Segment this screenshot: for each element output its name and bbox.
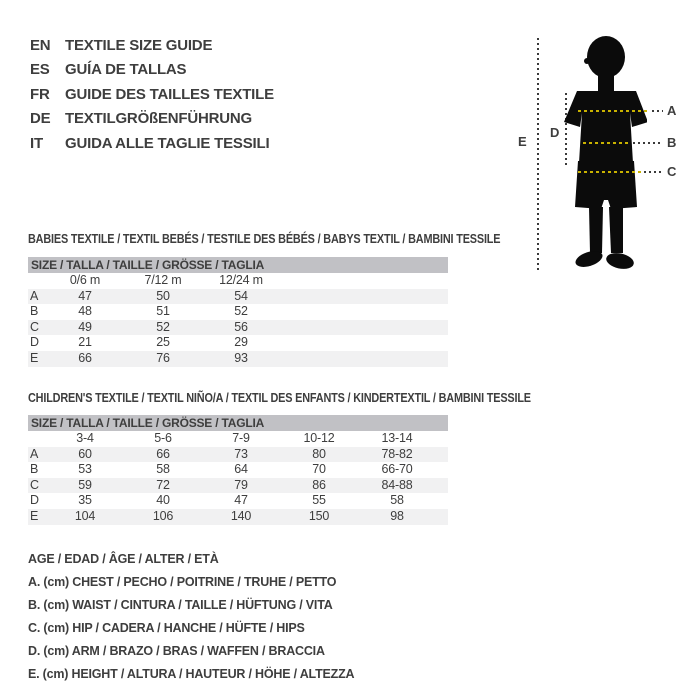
table-row-d <box>28 335 448 351</box>
table-cell: 76 <box>156 350 170 365</box>
table-cell: 93 <box>234 350 248 365</box>
babies-header-row <box>28 273 448 289</box>
table-cell: 58 <box>390 493 404 508</box>
table-cell: 84-88 <box>381 477 413 492</box>
table-cell: 98 <box>390 508 404 523</box>
table-row-e <box>28 509 448 525</box>
legend-arm-line: D. (cm) ARM / BRAZO / BRAS / WAFFEN / BRACCIA <box>28 644 325 658</box>
table-cell: 49 <box>78 319 92 334</box>
language-title-list <box>30 33 274 156</box>
table-cell: 79 <box>234 477 248 492</box>
row-label: E <box>30 508 39 523</box>
figure-label-hip: C <box>667 164 677 179</box>
language-line-fr <box>30 82 274 107</box>
figure-label-height: E <box>518 134 527 149</box>
language-line-de <box>30 107 274 132</box>
table-cell: 106 <box>152 508 174 523</box>
row-label: E <box>30 350 39 365</box>
column-header: 3-4 <box>76 431 94 445</box>
table-cell: 80 <box>312 446 326 461</box>
table-cell: 78-82 <box>381 446 413 461</box>
children-size-table <box>28 415 448 525</box>
row-label: A <box>30 446 39 461</box>
table-cell: 50 <box>156 288 170 303</box>
table-row-d <box>28 493 448 509</box>
language-code: EN <box>30 36 51 54</box>
corner-cell <box>28 431 46 447</box>
row-label: B <box>30 304 39 319</box>
table-cell: 86 <box>312 477 326 492</box>
babies-table-heading: BABIES TEXTILE / TEXTIL BEBÉS / TESTILE DES BÉBÉS / BABYS TEXTIL / BAMBINI TESSILE <box>28 232 501 246</box>
column-header: 10-12 <box>303 431 335 445</box>
table-cell: 52 <box>156 319 170 334</box>
waist-measure-line <box>583 142 631 144</box>
table-cell: 66-70 <box>381 462 413 477</box>
children-size-band: SIZE / TALLA / TAILLE / GRÖSSE / TAGLIA <box>28 415 448 431</box>
figure-label-chest: A <box>667 103 677 118</box>
table-cell: 48 <box>78 304 92 319</box>
column-header: 13-14 <box>381 431 413 445</box>
legend-waist-line: B. (cm) WAIST / CINTURA / TAILLE / HÜFTUNG / VITA <box>28 598 333 612</box>
chest-leader-line <box>652 110 663 112</box>
row-label: C <box>30 477 39 492</box>
figure-label-arm: D <box>550 125 560 140</box>
language-line-en <box>30 33 274 58</box>
column-header: 5-6 <box>154 431 172 445</box>
table-cell: 73 <box>234 446 248 461</box>
table-cell: 21 <box>78 335 92 350</box>
column-header: 0/6 m <box>69 273 101 287</box>
table-cell: 52 <box>234 304 248 319</box>
table-row-b <box>28 462 448 478</box>
column-header: 12/24 m <box>219 273 263 287</box>
table-cell: 72 <box>156 477 170 492</box>
waist-leader-line <box>633 142 663 144</box>
table-cell: 54 <box>234 288 248 303</box>
corner-cell <box>28 273 46 289</box>
table-cell: 58 <box>156 462 170 477</box>
table-cell: 64 <box>234 462 248 477</box>
hip-measure-line <box>578 171 642 173</box>
table-row-e <box>28 351 448 367</box>
table-row-b <box>28 304 448 320</box>
chest-measure-line <box>578 110 650 112</box>
height-measure-line <box>537 38 539 272</box>
table-cell: 51 <box>156 304 170 319</box>
table-row-c <box>28 478 448 494</box>
table-row-a <box>28 447 448 463</box>
measurement-figure <box>505 25 695 287</box>
child-silhouette-icon <box>563 30 647 280</box>
table-cell: 66 <box>78 350 92 365</box>
language-code: IT <box>30 134 43 152</box>
table-row-c <box>28 320 448 336</box>
column-header: 7-9 <box>232 431 250 445</box>
table-cell: 66 <box>156 446 170 461</box>
table-cell: 53 <box>78 462 92 477</box>
babies-size-band: SIZE / TALLA / TAILLE / GRÖSSE / TAGLIA <box>28 257 448 273</box>
legend-chest-line: A. (cm) CHEST / PECHO / POITRINE / TRUHE / PETTO <box>28 575 337 589</box>
language-title: GUÍA DE TALLAS <box>65 61 187 79</box>
table-cell: 70 <box>312 462 326 477</box>
language-code: DE <box>30 110 51 128</box>
table-row-a <box>28 289 448 305</box>
row-label: D <box>30 493 39 508</box>
table-cell: 150 <box>308 508 330 523</box>
language-title: GUIDA ALLE TAGLIE TESSILI <box>65 134 270 152</box>
children-header-row <box>28 431 448 447</box>
language-title: GUIDE DES TAILLES TEXTILE <box>65 85 274 103</box>
measurement-legend <box>28 548 354 686</box>
table-cell: 140 <box>230 508 252 523</box>
hip-leader-line <box>644 171 663 173</box>
legend-age-line: AGE / EDAD / ÂGE / ALTER / ETÀ <box>28 552 219 566</box>
language-title: TEXTILGRÖßENFÜHRUNG <box>65 110 253 128</box>
column-header: 7/12 m <box>144 273 182 287</box>
language-line-es <box>30 58 274 83</box>
children-table-heading: CHILDREN'S TEXTILE / TEXTIL NIÑO/A / TEXTIL DES ENFANTS / KINDERTEXTIL / BAMBINI TESSILE <box>28 391 531 405</box>
table-cell: 29 <box>234 335 248 350</box>
language-line-it <box>30 131 274 156</box>
table-cell: 55 <box>312 493 326 508</box>
legend-height-line: E. (cm) HEIGHT / ALTURA / HAUTEUR / HÖHE / ALTEZZA <box>28 667 355 681</box>
language-title: TEXTILE SIZE GUIDE <box>65 36 213 54</box>
table-cell: 59 <box>78 477 92 492</box>
row-label: A <box>30 288 39 303</box>
figure-label-waist: B <box>667 135 677 150</box>
table-cell: 47 <box>234 493 248 508</box>
table-cell: 60 <box>78 446 92 461</box>
table-cell: 104 <box>74 508 96 523</box>
row-label: B <box>30 462 39 477</box>
language-code: FR <box>30 85 50 103</box>
legend-hip-line: C. (cm) HIP / CADERA / HANCHE / HÜFTE / HIPS <box>28 621 305 635</box>
row-label: D <box>30 335 39 350</box>
table-cell: 35 <box>78 493 92 508</box>
table-cell: 47 <box>78 288 92 303</box>
table-cell: 40 <box>156 493 170 508</box>
table-cell: 56 <box>234 319 248 334</box>
table-cell: 25 <box>156 335 170 350</box>
language-code: ES <box>30 61 50 79</box>
row-label: C <box>30 319 39 334</box>
babies-size-table <box>28 257 448 367</box>
